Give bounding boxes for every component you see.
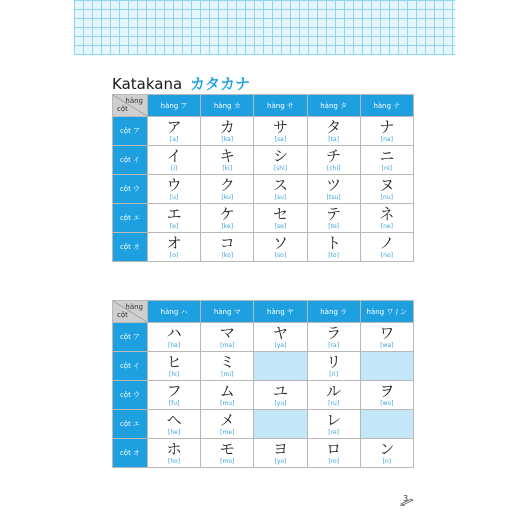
table-row (113, 146, 414, 175)
katakana-char: コ (219, 234, 235, 252)
column-header: hàng ア (148, 95, 201, 117)
romaji-label: [mo] (220, 458, 235, 465)
kana-cell (148, 381, 201, 410)
kana-cell (307, 233, 360, 262)
romaji-label: [to] (328, 252, 340, 259)
katakana-char: シ (272, 147, 288, 165)
katakana-char: ソ (272, 234, 288, 252)
table-header-row (113, 95, 414, 117)
katakana-char: ネ (379, 205, 395, 223)
kana-cell (201, 233, 254, 262)
katakana-char: ケ (219, 205, 235, 223)
romaji-label: [ku] (221, 194, 234, 201)
katakana-char: タ (326, 118, 342, 136)
kana-cell (360, 204, 413, 233)
kana-cell (148, 323, 201, 352)
kana-cell (360, 117, 413, 146)
column-header: hàng サ (254, 95, 307, 117)
row-header: cột ア (113, 117, 148, 146)
katakana-char: ホ (166, 440, 182, 458)
row-header: cột イ (113, 146, 148, 175)
table-row (113, 410, 414, 439)
kana-cell (254, 146, 307, 175)
heading-kana: カタカナ (189, 75, 250, 93)
romaji-label: [ya] (274, 342, 287, 349)
row-header: cột ウ (113, 175, 148, 204)
row-header: cột ア (113, 323, 148, 352)
table-body (113, 117, 414, 262)
page-heading (112, 73, 250, 94)
romaji-label: [o] (169, 252, 179, 259)
row-header: cột ウ (113, 381, 148, 410)
romaji-label: [re] (328, 429, 340, 436)
row-header: cột オ (113, 439, 148, 468)
katakana-char: テ (326, 205, 342, 223)
katakana-char: ウ (166, 176, 182, 194)
katakana-char: ヘ (166, 411, 182, 429)
romaji-label: [me] (220, 429, 235, 436)
column-header: hàng ハ (148, 301, 201, 323)
romaji-label: [yo] (274, 458, 287, 465)
katakana-char: ヲ (379, 382, 395, 400)
katakana-char: リ (326, 353, 342, 371)
romaji-label: [ma] (220, 342, 235, 349)
katakana-table-2 (112, 300, 414, 468)
katakana-char: チ (326, 147, 342, 165)
column-header: hàng ヤ (254, 301, 307, 323)
romaji-label: [ta] (328, 136, 340, 143)
romaji-label: [se] (274, 223, 287, 230)
katakana-char: ヨ (272, 440, 288, 458)
empty-cell (360, 352, 413, 381)
row-header: cột エ (113, 204, 148, 233)
katakana-char: エ (166, 205, 182, 223)
romaji-label: [nu] (380, 194, 394, 201)
kana-cell (360, 233, 413, 262)
romaji-label: [u] (169, 194, 179, 201)
romaji-label: [fu] (168, 400, 180, 407)
table-corner-cell (113, 301, 148, 323)
kana-cell (307, 352, 360, 381)
row-header: cột エ (113, 410, 148, 439)
empty-cell (254, 352, 307, 381)
kana-cell (148, 175, 201, 204)
kana-cell (148, 204, 201, 233)
katakana-char: ノ (379, 234, 395, 252)
romaji-label: [so] (274, 252, 287, 259)
romaji-label: [ha] (168, 342, 181, 349)
kana-cell (254, 204, 307, 233)
romaji-label: [hi] (169, 371, 180, 378)
romaji-label: [na] (380, 136, 393, 143)
katakana-char: ク (219, 176, 235, 194)
romaji-label: [ro] (328, 458, 339, 465)
kana-cell (148, 352, 201, 381)
kana-cell (148, 439, 201, 468)
katakana-char: ヤ (272, 324, 288, 342)
decorative-grid-pattern (74, 0, 455, 55)
romaji-label: [chi] (326, 165, 341, 172)
kana-cell (254, 117, 307, 146)
table-row (113, 323, 414, 352)
katakana-char: ト (326, 234, 342, 252)
katakana-char: レ (326, 411, 342, 429)
romaji-label: [wa] (380, 342, 394, 349)
katakana-char: カ (219, 118, 235, 136)
kana-cell (254, 233, 307, 262)
column-header: hàng ラ (307, 301, 360, 323)
heading-latin: Katakana (112, 75, 183, 93)
table-body (113, 323, 414, 468)
table-row (113, 439, 414, 468)
katakana-char: ア (166, 118, 182, 136)
kana-cell (201, 175, 254, 204)
table-row (113, 175, 414, 204)
column-header: hàng ナ (360, 95, 413, 117)
kana-cell (148, 410, 201, 439)
romaji-label: [wo] (380, 400, 394, 407)
kana-cell (254, 323, 307, 352)
romaji-label: [he] (168, 429, 181, 436)
romaji-label: [i] (170, 165, 178, 172)
katakana-char: マ (219, 324, 235, 342)
romaji-label: [ke] (221, 223, 234, 230)
katakana-char: フ (166, 382, 182, 400)
table-row (113, 233, 414, 262)
page-number: 3 (403, 494, 409, 503)
romaji-label: [no] (380, 252, 393, 259)
column-header: hàng カ (201, 95, 254, 117)
table-row (113, 117, 414, 146)
corner-row-label: hàng (125, 97, 143, 105)
empty-cell (360, 410, 413, 439)
kana-cell (254, 439, 307, 468)
table-row (113, 381, 414, 410)
row-header: cột イ (113, 352, 148, 381)
kana-cell (201, 146, 254, 175)
katakana-char: ラ (326, 324, 342, 342)
table-corner-cell (113, 95, 148, 117)
katakana-char: ヌ (379, 176, 395, 194)
katakana-char: ユ (272, 382, 288, 400)
katakana-char: ワ (379, 324, 395, 342)
kana-cell (360, 381, 413, 410)
table-row (113, 352, 414, 381)
column-header: hàng マ (201, 301, 254, 323)
kana-cell (201, 352, 254, 381)
kana-cell (360, 175, 413, 204)
kana-cell (254, 175, 307, 204)
romaji-label: [ra] (328, 342, 340, 349)
katakana-char: ハ (166, 324, 182, 342)
corner-col-label: cột (117, 311, 128, 319)
kana-cell (307, 204, 360, 233)
romaji-label: [tsu] (326, 194, 341, 201)
kana-cell (148, 233, 201, 262)
kana-cell (360, 146, 413, 175)
katakana-char: セ (272, 205, 288, 223)
katakana-char: ン (379, 440, 395, 458)
katakana-char: サ (272, 118, 288, 136)
romaji-label: [mi] (221, 371, 234, 378)
kana-cell (360, 323, 413, 352)
romaji-label: [te] (328, 223, 340, 230)
kana-cell (201, 323, 254, 352)
romaji-label: [su] (274, 194, 287, 201)
katakana-char: ヒ (166, 353, 182, 371)
romaji-label: [mu] (220, 400, 235, 407)
katakana-char: キ (219, 147, 235, 165)
katakana-char: ナ (379, 118, 395, 136)
romaji-label: [ka] (221, 136, 234, 143)
romaji-label: [ne] (380, 223, 393, 230)
column-header: hàng タ (307, 95, 360, 117)
kana-cell (201, 410, 254, 439)
katakana-char: ロ (326, 440, 342, 458)
katakana-char: メ (219, 411, 235, 429)
kana-cell (307, 323, 360, 352)
romaji-label: [ho] (168, 458, 181, 465)
table-header-row (113, 301, 414, 323)
katakana-char: ツ (326, 176, 342, 194)
kana-cell (360, 439, 413, 468)
empty-cell (254, 410, 307, 439)
corner-row-label: hàng (125, 303, 143, 311)
katakana-char: ム (219, 382, 235, 400)
kana-cell (201, 204, 254, 233)
kana-cell (201, 381, 254, 410)
romaji-label: [ko] (221, 252, 234, 259)
katakana-table-1 (112, 94, 414, 262)
katakana-char: オ (166, 234, 182, 252)
romaji-label: [ri] (329, 371, 339, 378)
kana-cell (148, 146, 201, 175)
katakana-char: ル (326, 382, 342, 400)
katakana-char: ス (272, 176, 288, 194)
kana-cell (148, 117, 201, 146)
romaji-label: [ki] (222, 165, 233, 172)
katakana-char: ミ (219, 353, 235, 371)
romaji-label: [ru] (328, 400, 340, 407)
row-header: cột オ (113, 233, 148, 262)
kana-cell (254, 381, 307, 410)
table-row (113, 204, 414, 233)
romaji-label: [yu] (274, 400, 287, 407)
katakana-char: モ (219, 440, 235, 458)
kana-cell (201, 439, 254, 468)
romaji-label: [shi] (273, 165, 288, 172)
kana-cell (307, 381, 360, 410)
katakana-char: イ (166, 147, 182, 165)
romaji-label: [n] (382, 458, 392, 465)
kana-cell (307, 439, 360, 468)
romaji-label: [a] (169, 136, 179, 143)
romaji-label: [ni] (381, 165, 392, 172)
romaji-label: [sa] (274, 136, 287, 143)
kana-cell (307, 117, 360, 146)
corner-col-label: cột (117, 105, 128, 113)
kana-cell (307, 410, 360, 439)
kana-cell (201, 117, 254, 146)
column-header: hàng ワ / ン (360, 301, 413, 323)
kana-cell (307, 175, 360, 204)
romaji-label: [e] (169, 223, 179, 230)
kana-cell (307, 146, 360, 175)
katakana-char: ニ (379, 147, 395, 165)
